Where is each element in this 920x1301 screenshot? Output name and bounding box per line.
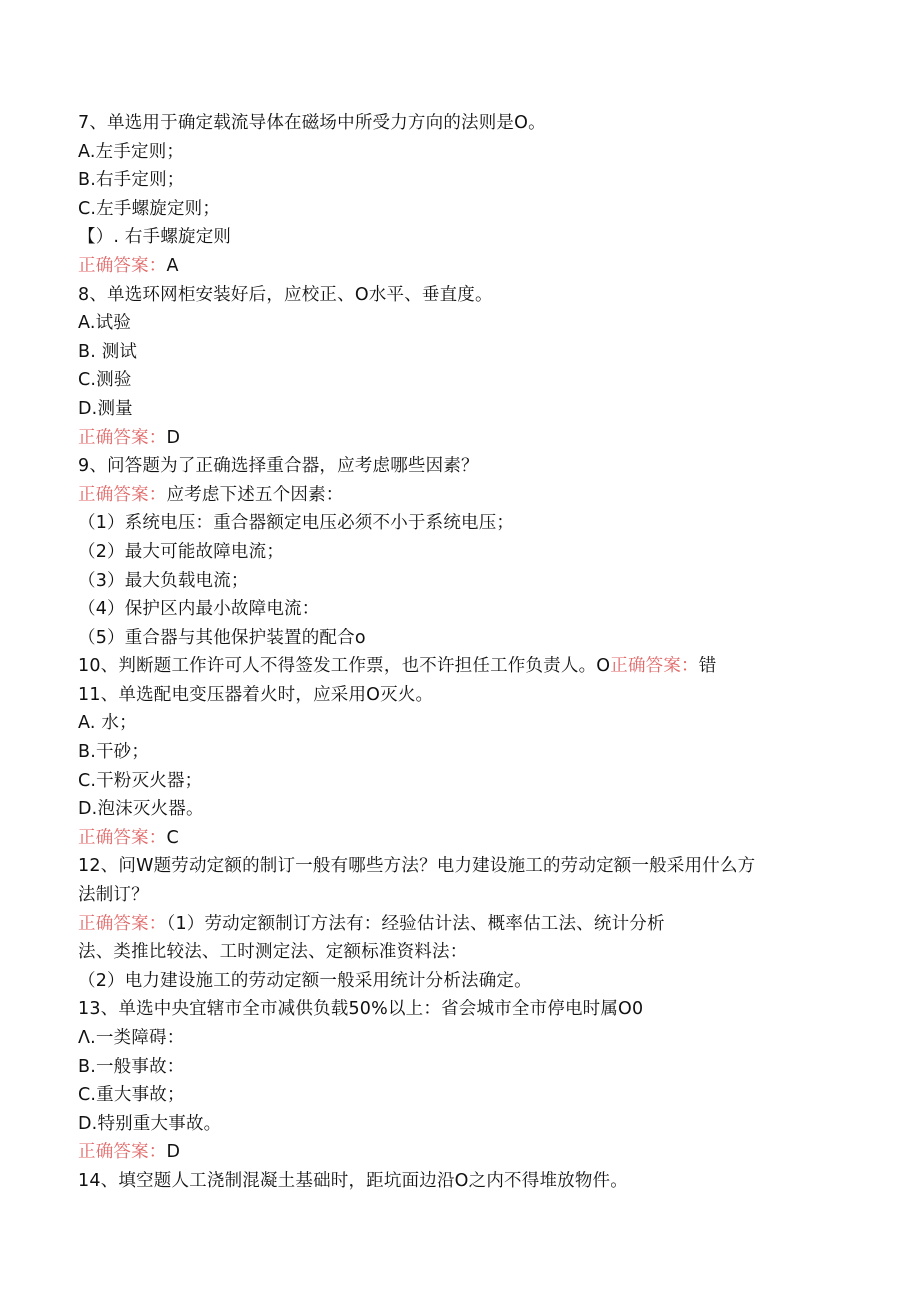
option-d: D.特别重大事故。 — [78, 1113, 222, 1134]
answer-12-continued: 法、类推比较法、工时测定法、定额标准资料法： — [78, 942, 468, 963]
answer-label: 正确答案： — [78, 484, 167, 505]
option-d: 【）. 右手螺旋定则 — [78, 227, 232, 248]
question-9: 9、问答题为了正确选择重合器，应考虑哪些因素？ — [78, 456, 479, 477]
question-11: 11、单选配电变压器着火时，应采用O灭火。 — [78, 684, 434, 705]
option-a: A.左手定则； — [78, 141, 185, 162]
answer-value: D — [166, 427, 181, 448]
option-a: A. 水； — [78, 713, 137, 734]
question-7: 7、单选用于确定载流导体在磁场中所受力方向的法则是O。 — [78, 113, 546, 133]
answer-value: 应考虑下述五个因素： — [166, 484, 344, 505]
question-8: 8、单选环网柜安装好后，应校正、O水平、垂直度。 — [78, 284, 493, 305]
question-12-continued: 法制订？ — [78, 885, 149, 906]
question-12: 12、问W题劳动定额的制订一般有哪些方法？电力建设施工的劳动定额一般采用什么方 — [78, 856, 756, 877]
option-a: A.试验 — [78, 313, 132, 334]
answer-9-item-5: （5）重合器与其他保护装置的配合o — [78, 627, 366, 648]
answer-value: 错 — [698, 656, 717, 677]
option-c: C.重大事故； — [78, 1085, 185, 1106]
option-b: B.一般事故： — [78, 1056, 185, 1077]
option-c: C.测验 — [78, 370, 132, 391]
document-content — [78, 109, 848, 1196]
question-13: 13、单选中央宜辖市全市减供负载50%以上：省会城市全市停电时属O0 — [78, 999, 644, 1020]
option-c: C.干粉灭火器； — [78, 770, 203, 791]
answer-value: A — [166, 255, 179, 276]
option-d: D.泡沫灭火器。 — [78, 799, 204, 820]
answer-12 — [78, 910, 848, 939]
answer-value: C — [166, 827, 179, 848]
question-text: 10、判断题工作许可人不得签发工作票，也不许担任工作负责人。O — [78, 656, 611, 677]
answer-label: 正确答案： — [78, 255, 167, 276]
answer-9-item-3: （3）最大负载电流； — [78, 570, 249, 591]
answer-12-item-2: （2）电力建设施工的劳动定额一般采用统计分析法确定。 — [78, 970, 532, 991]
answer-label: 正确答案： — [610, 656, 699, 677]
answer-7 — [78, 252, 848, 281]
answer-11 — [78, 824, 848, 853]
option-b: B.右手定则； — [78, 170, 185, 191]
answer-8 — [78, 424, 848, 453]
option-a: Λ.一类障碍： — [78, 1028, 185, 1048]
option-b: B. 测试 — [78, 341, 138, 362]
answer-9-item-1: （1）系统电压：重合器额定电压必须不小于系统电压； — [78, 513, 515, 534]
answer-label: 正确答案： — [78, 427, 167, 448]
option-c: C.左手螺旋定则； — [78, 198, 221, 219]
answer-9-item-4: （4）保护区内最小故障电流： — [78, 599, 320, 620]
answer-label: 正确答案： — [78, 913, 167, 934]
answer-label: 正确答案： — [78, 1142, 167, 1163]
answer-value: D — [166, 1142, 181, 1163]
question-14: 14、填空题人工浇制混凝土基础时，距坑面边沿O之内不得堆放物件。 — [78, 1170, 628, 1191]
option-b: B.干砂； — [78, 742, 150, 763]
answer-value: （1）劳动定额制订方法有：经验估计法、概率估工法、统计分析 — [166, 913, 665, 934]
question-10 — [78, 652, 848, 681]
answer-9-item-2: （2）最大可能故障电流； — [78, 541, 285, 562]
answer-13 — [78, 1138, 848, 1167]
answer-9 — [78, 481, 848, 510]
answer-label: 正确答案： — [78, 827, 167, 848]
option-d: D.测量 — [78, 398, 133, 419]
